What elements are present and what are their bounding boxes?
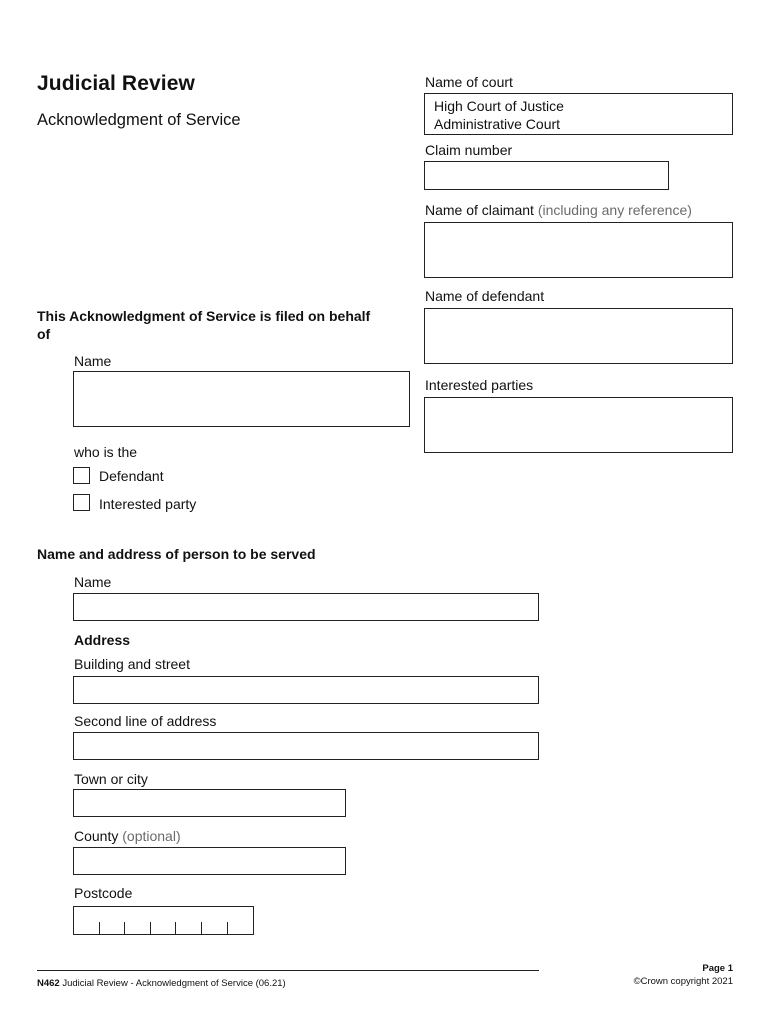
second-line-label: Second line of address [74,713,217,729]
defendant-field[interactable] [424,308,733,364]
postcode-divider [150,922,151,934]
postcode-divider [201,922,202,934]
county-label-note: (optional) [122,828,181,844]
footer-divider [37,970,539,971]
footer-page-info [634,962,733,988]
interested-parties-label: Interested parties [425,377,534,393]
court-line-2: Administrative Court [434,116,561,132]
page-number: Page 1 [702,963,733,974]
served-name-label: Name [74,574,112,590]
claimant-label-note: (including any reference) [537,202,692,218]
page-subtitle: Acknowledgment of Service [37,111,241,129]
postcode-divider [99,922,100,934]
postcode-divider [175,922,176,934]
interested-parties-field[interactable] [424,397,733,453]
form-title: Judicial Review - Acknowledgment of Service (06.21) [62,978,286,989]
postcode-field[interactable] [73,906,254,935]
behalf-name-field[interactable] [73,371,410,427]
served-name-field[interactable] [73,593,539,621]
behalf-name-label: Name [74,353,112,369]
claim-number-field[interactable] [424,161,669,190]
person-served-heading: Name and address of person to be served [37,546,316,562]
county-label [74,828,181,844]
claimant-label [425,202,692,218]
county-field[interactable] [73,847,346,875]
claim-number-label: Claim number [425,142,513,158]
second-line-field[interactable] [73,732,539,760]
page-title: Judicial Review [37,72,195,95]
defendant-label: Name of defendant [425,288,545,304]
copyright-notice: ©Crown copyright 2021 [633,976,733,987]
footer-form-id [37,978,286,989]
claimant-label-text: Name of claimant [425,202,534,218]
town-city-field[interactable] [73,789,346,817]
address-heading: Address [74,632,131,648]
building-street-label: Building and street [74,656,190,672]
postcode-divider [124,922,125,934]
form-code: N462 [37,978,60,989]
court-line-1: High Court of Justice [434,98,564,114]
building-street-field[interactable] [73,676,539,704]
court-field[interactable] [424,93,733,135]
defendant-checkbox[interactable] [73,467,90,484]
court-label: Name of court [425,74,513,90]
filed-on-behalf-heading: This Acknowledgment of Service is filed on behalf of [37,308,371,342]
postcode-label: Postcode [74,885,133,901]
postcode-divider [227,922,228,934]
county-label-text: County [74,828,119,844]
defendant-checkbox-label: Defendant [99,468,164,484]
claimant-field[interactable] [424,222,733,278]
who-is-the-label: who is the [74,444,138,460]
interested-party-checkbox[interactable] [73,494,90,511]
town-city-label: Town or city [74,771,148,787]
interested-party-checkbox-label: Interested party [99,496,197,512]
